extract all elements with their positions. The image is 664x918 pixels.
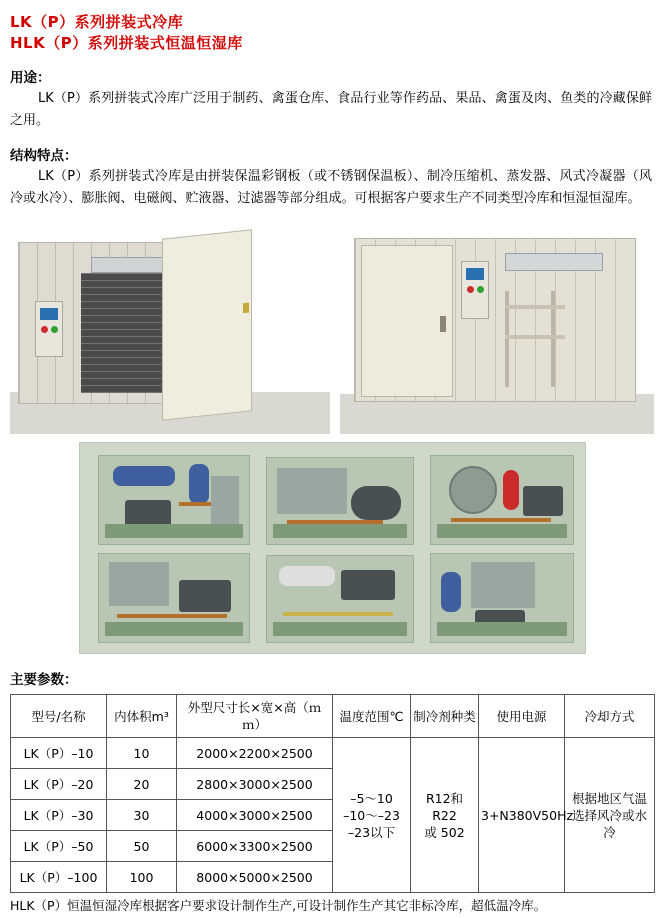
product-title-line-1: LK（P）系列拼装式冷库: [10, 13, 184, 31]
cold-room-open-door-photo: [10, 224, 330, 434]
cooling-line-2: 选择风冷或水: [571, 807, 647, 823]
cell-model: LK（P）–50: [11, 831, 107, 862]
evaporator-unit: [91, 257, 171, 273]
condensing-unit-4: [98, 553, 250, 643]
structure-heading: 结构特点：: [10, 148, 78, 164]
parameters-table: [10, 694, 655, 893]
cold-room-closed-photo: [340, 224, 654, 434]
temperature-line-2: –10～–23: [343, 807, 400, 823]
refrigerant-line-1: R12和 R22: [425, 790, 464, 823]
cell-volume: 30: [107, 800, 177, 831]
col-header-cooling: 冷却方式: [565, 695, 655, 738]
condensing-unit-3: [430, 455, 574, 545]
col-header-volume: 内体积m³: [107, 695, 177, 738]
refrigerant-line-2: 或 502: [424, 824, 465, 840]
cell-size: 4000×3000×2500: [177, 800, 333, 831]
temperature-line-1: –5～10: [350, 790, 393, 806]
condensing-unit-2: [266, 457, 414, 545]
cell-model: LK（P）–10: [11, 738, 107, 769]
cell-size: 6000×3300×2500: [177, 831, 333, 862]
evaporator-unit-right: [505, 253, 603, 271]
cell-temperature-merged: [333, 738, 411, 893]
cell-refrigerant-merged: [411, 738, 479, 893]
condensing-unit-6: [430, 553, 574, 643]
col-header-power: 使用电源: [479, 695, 565, 738]
cold-room-body-right: [354, 238, 636, 402]
parameters-heading: 主要参数：: [10, 672, 78, 688]
cell-volume: 10: [107, 738, 177, 769]
cell-model: LK（P）–20: [11, 769, 107, 800]
control-panel: [35, 301, 63, 357]
cold-room-door-right: [361, 245, 453, 397]
col-header-refrigerant: 制冷剂种类: [411, 695, 479, 738]
table-footnote: HLK（P）恒温恒湿冷库根据客户要求设计制作生产,可设计制作生产其它非标冷库，超低温冷库。: [10, 898, 547, 913]
cooling-line-3: 冷: [603, 824, 616, 840]
condensing-unit-1: [98, 455, 250, 545]
cold-room-door: [162, 229, 252, 420]
cooling-line-1: 根据地区气温: [571, 790, 647, 806]
cell-cooling-merged: [565, 738, 655, 893]
structure-paragraph: LK（P）系列拼装式冷库是由拼装保温彩钢板（或不锈钢保温板）、制冷压缩机、蒸发器、风式冷凝器（风冷或水冷）、膨胀阀、电磁阀、贮液器、过滤器等部分组成。可根据客户要求生产不同类型冷库和恒湿恒湿库。: [10, 169, 652, 206]
compressor-unit-gallery: [79, 442, 586, 654]
cell-model: LK（P）–100: [11, 862, 107, 893]
cell-size: 2000×2200×2500: [177, 738, 333, 769]
col-header-model: 型号/名称: [11, 695, 107, 738]
cell-model: LK（P）–30: [11, 800, 107, 831]
cell-size: 2800×3000×2500: [177, 769, 333, 800]
col-header-temperature: 温度范围℃: [333, 695, 411, 738]
cell-volume: 100: [107, 862, 177, 893]
table-header-row: [11, 695, 655, 738]
col-header-size: 外型尺寸长×宽×高（ｍｍ）: [177, 695, 333, 738]
table-row: [11, 738, 655, 769]
temperature-line-3: –23以下: [347, 824, 396, 840]
cell-volume: 20: [107, 769, 177, 800]
title-block: [0, 0, 664, 54]
photo-row: [0, 224, 664, 434]
cell-size: 8000×5000×2500: [177, 862, 333, 893]
usage-paragraph: LK（P）系列拼装式冷库广泛用于制药、禽蛋仓库、食品行业等作药品、果品、禽蛋及肉、鱼类的冷藏保鲜之用。: [10, 91, 652, 128]
control-panel-right: [461, 261, 489, 319]
usage-heading: 用途：: [10, 70, 51, 86]
condensing-unit-5: [266, 555, 414, 643]
product-title-line-2: HLK（P）系列拼装式恒温恒湿库: [10, 34, 243, 52]
cell-volume: 50: [107, 831, 177, 862]
cell-power-merged: 3+N380V50Hz: [479, 738, 565, 893]
